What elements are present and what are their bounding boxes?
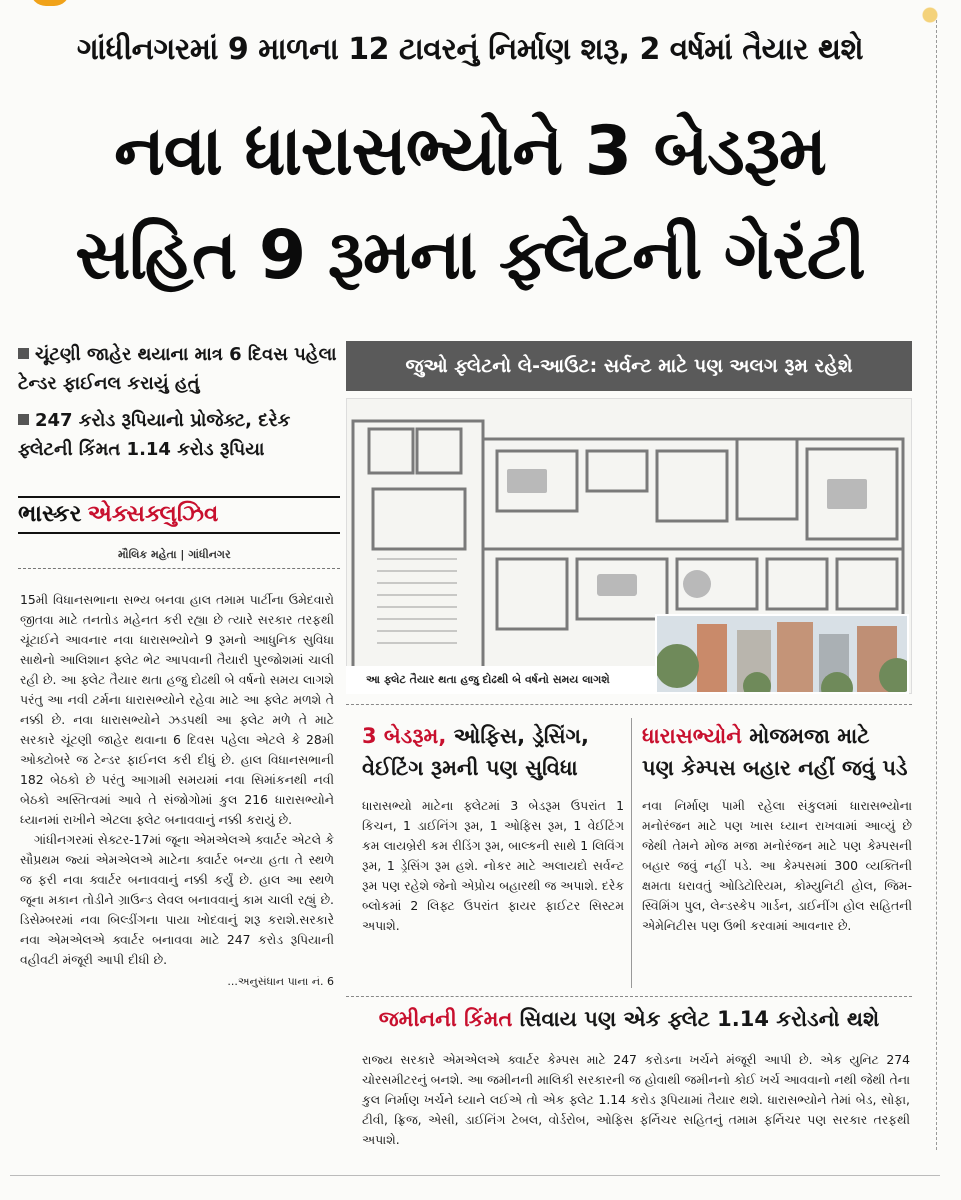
bullet-item: ચૂંટણી જાહેર થયાના માત્ર 6 દિવસ પહેલા ટેન્ડર ફાઈનલ કરાયું હતું (18, 344, 337, 394)
photo-caption: આ ફ્લેટ તૈયાર થતા હજુ દોઢથી બે વર્ષનો સમય લાગશે (346, 666, 656, 694)
bullet-item: 247 કરોડ રૂપિયાનો પ્રોજેક્ટ, દરેક ફ્લેટની કિંમત 1.14 કરોડ રૂપિયા (18, 410, 291, 460)
main-story (20, 590, 334, 992)
page-bottom-rule (10, 1175, 940, 1176)
right-column-text: નવા નિર્માણ પામી રહેલા સંકુલમાં ધારાસભ્યોના મનોરંજન માટે પણ ખાસ ધ્યાન રાખવામાં આવ્યું છે જેથી તેમને મોજ મજા મનોરંજન માટે પણ કેમ્પસની બહાર જવું નહીં પડે. આ કેમ્પસમાં 300 વ્યક્તિની ક્ષમતા ધરાવતું ઓડિટોરિયમ, કોમ્યુનિટી હોલ, જિમ- સ્વિમિંગ પુલ, લેન્ડસ્કેપ ગાર્ડન, ડાઈનીંગ હોલ સહિતની એમેનિટીસ પણ ઉભી કરવામાં આવનાર છે. (642, 798, 912, 933)
highlight-bullets (18, 340, 338, 464)
continued-note: ...અનુસંધાન પાના નં. 6 (227, 975, 334, 988)
decorative-orange-shape (30, 0, 70, 6)
column-divider (631, 718, 632, 988)
towers-image (657, 616, 909, 694)
section-divider (346, 704, 912, 705)
middle-column-text: ધારાસભ્યો માટેના ફ્લેટમાં 3 બેડરૂમ ઉપરાંત 1 કિચન, 1 ડાઈનિંગ રૂમ, 1 ઓફિસ રૂમ, 1 વેઈટિંગ કમ લાયબ્રેરી કમ રીડિંગ રૂમ, બાલ્કની સાથે 1 લિવિંગ રૂમ, 1 ડ્રેસિંગ રૂમ હશે. નોકર માટે અલાયદો સર્વન્ટ રૂમ પણ રહેશે જેનો એપ્રોચ બહારથી જ અપાશે. દરેક બ્લોકમાં 2 લિફ્ટ ઉપરાંત ફાયર ફાઈટર સિસ્ટમ અપાશે. (362, 798, 624, 933)
bottom-subhead: જમીનની કિંમત સિવાય પણ એક ફ્લેટ 1.14 કરોડનો થશે (346, 996, 912, 1044)
main-headline-line1: નવા ધારાસભ્યોને 3 બેડરૂમ (114, 112, 826, 191)
main-headline-line2: સહિત 9 રૂમના ફ્લેટની ગેરંટી (75, 216, 865, 295)
right-subhead: ધારાસભ્યોને મોજમજા માટે પણ કેમ્પસ બહાર નહીં જવું પડે (642, 724, 908, 780)
brand-tag: એક્સક્લુઝિવ (87, 501, 219, 527)
brand-name: ભાસ્કર (18, 501, 82, 527)
bullet-square-icon (18, 414, 29, 425)
byline-divider (18, 568, 340, 569)
column-divider-right (936, 20, 937, 1150)
layout-section-banner: જુઓ ફ્લેટનો લે-આઉટ: સર્વન્ટ માટે પણ અલગ રૂમ રહેશે (346, 341, 912, 391)
brand-strip (18, 496, 340, 534)
middle-subhead: 3 બેડરૂમ, ઓફિસ, ડ્રેસિંગ, વેઈટિંગ રૂમની પણ સુવિધા (362, 724, 589, 780)
decorative-sun-shape (915, 4, 945, 26)
bottom-section-text: રાજ્ય સરકારે એમએલએ ક્વાર્ટર કેમ્પસ માટે 247 કરોડના ખર્ચને મંજૂરી આપી છે. એક યુનિટ 274 ચોરસમીટરનું બનશે. આ જમીનની માલિકી સરકારની જ હોવાથી જમીનનો કોઈ ખર્ચ આવવાનો નથી જેથી તેના કુલ નિર્માણ ખર્ચને ધ્યાને લઈએ તો એક ફ્લેટ 1.14 કરોડ રૂપિયામાં તૈયાર થશે. ધારાસભ્યોને તેમાં બેડ, સોફા, ટીવી, ફ્રિજ, એસી, ડાઈનિંગ ટેબલ, વોર્ડરોબ, ઓફિસ ફર્નિચર સહિતનું તમામ ફર્નિચર પણ સરકાર તરફથી અપાશે. (362, 1052, 910, 1147)
kicker-headline: ગાંધીનગરમાં 9 માળના 12 ટાવરનું નિર્માણ શરૂ, 2 વર્ષમાં તૈયાર થશે (76, 32, 864, 67)
story-paragraph: ગાંધીનગરમાં સેક્ટર-17માં જૂના એમએલએ ક્વાર્ટર એટલે કે સૌપ્રથમ જ્યાં એમએલએ માટેના ક્વાર્ટર બન્યા હતા તે સ્થળે જ ફરી નવા ક્વાર્ટર બનાવવાનું નક્કી કર્યું છે. હાલ આ સ્થળે જૂના મકાન તોડીને ગ્રાઉન્ડ લેવલ બનાવવાનું કામ ચાલી રહ્યું છે. ડિસેમ્બરમાં નવા બિલ્ડીંગના પાયા ખોદવાનું શરૂ કરાશે.સરકારે નવા એમએલએ ક્વાર્ટર બનાવવા માટે 247 કરોડ રૂપિયાની વહીવટી મંજૂરી આપી દીધી છે. (20, 832, 334, 967)
story-paragraph: 15મી વિધાનસભાના સભ્ય બનવા હાલ તમામ પાર્ટીના ઉમેદવારો જીતવા માટે તનતોડ મહેનત કરી રહ્યા છે ત્યારે સરકાર તરફથી ચૂંટાઈને આવનાર નવા ધારાસભ્યોને 9 રૂમનો આધુનિક સુવિધા સાથેનો આલિશાન ફ્લેટ ભેટ આપવાની તૈયારી પુરજોશમાં ચાલી રહી છે. આ ફ્લેટ તૈયાર થતા હજુ દોઢથી બે વર્ષનો સમય લાગશે પરંતુ આ નવી ટર્મના ધારાસભ્યોને રહેવા માટે આ ફ્લેટ મળશે તે નક્કી છે. નવા ધારાસભ્યોને ઝડપથી આ ફ્લેટ મળે તે માટે સરકારે ચૂંટણી જાહેર થવાના 6 દિવસ પહેલા એટલે કે 28મી ઓક્ટોબરે જ ટેન્ડર ફાઈનલ કરી દીધું છે. હાલ વિધાનસભાની 182 બેઠકો છે પરંતુ આગામી સમયમાં નવા સિમાંકનથી નવી બેઠકો અસ્તિત્વમાં આવે તે સંજોગોમાં કુલ 216 ધારાસભ્યોને ધ્યાનમાં રાખીને એટલા ફ્લેટ બનાવવાનું નક્કી કરાયું છે. (20, 592, 334, 827)
building-photo (655, 614, 909, 694)
bullet-square-icon (18, 348, 29, 359)
byline: મૌલિક મહેતા | ગાંધીનગર (118, 548, 231, 561)
